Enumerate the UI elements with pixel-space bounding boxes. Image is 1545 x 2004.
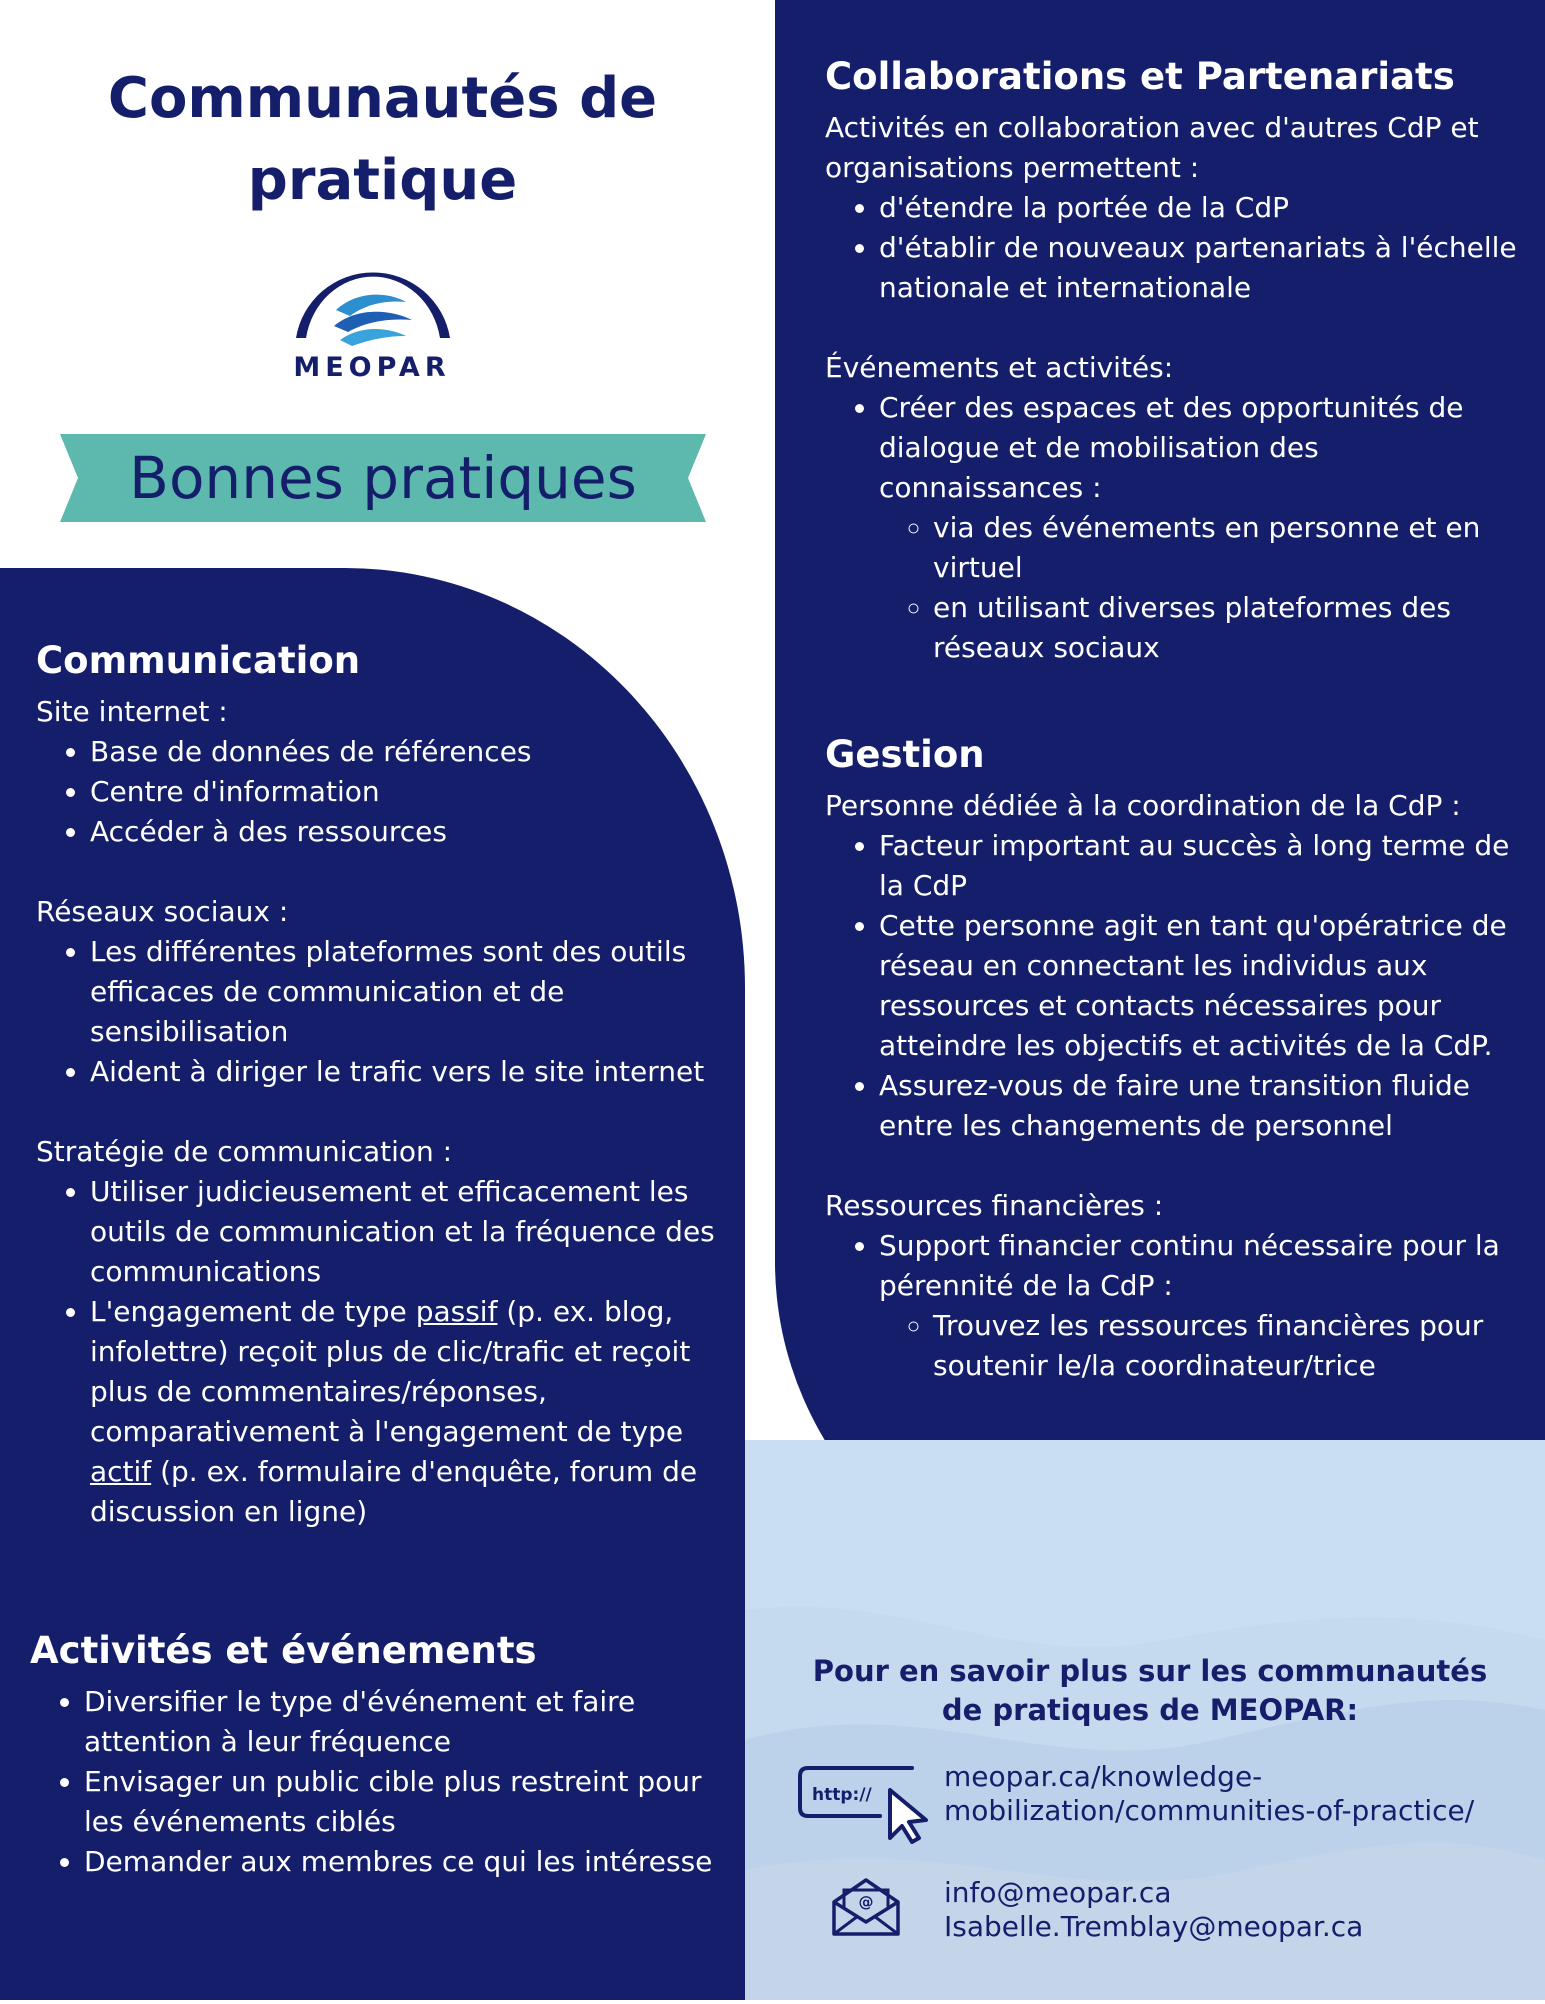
text-run: L'engagement de type bbox=[90, 1295, 416, 1328]
list-item: • Assurez-vous de faire une transition fluide entre les changements de personnel bbox=[879, 1066, 1525, 1146]
list-item bbox=[90, 1292, 736, 1532]
collaborations-list bbox=[825, 188, 1525, 308]
events-list bbox=[825, 388, 1525, 668]
banner-title: Bonnes pratiques bbox=[129, 444, 637, 512]
communication-heading: Communication bbox=[36, 639, 361, 682]
list-item bbox=[879, 388, 1525, 668]
activities-heading: Activités et événements bbox=[30, 1629, 537, 1672]
site-label: Site internet : bbox=[36, 695, 228, 728]
text-run: (p. ex. blog, infolettre) reçoit plus de clic/trafic et reçoit plus de commentaires/réponses, comparativement à l'engagement de type bbox=[90, 1295, 691, 1448]
list-item: ◦ Trouvez les ressources financières pour soutenir le/la coordinateur/trice bbox=[933, 1306, 1525, 1386]
email-link-info[interactable]: info@meopar.ca bbox=[944, 1876, 1172, 1909]
list-item: ◦ en utilisant diverses plateformes des réseaux sociaux bbox=[933, 588, 1525, 668]
strategy-label: Stratégie de communication : bbox=[36, 1135, 453, 1168]
http-label: http:// bbox=[812, 1785, 872, 1805]
gestion-heading: Gestion bbox=[825, 733, 985, 776]
at-symbol: @ bbox=[858, 1893, 874, 1911]
list-item: • Diversifier le type d'événement et faire attention à leur fréquence bbox=[84, 1682, 730, 1762]
actif-term: actif bbox=[90, 1455, 152, 1488]
fin-sublist bbox=[879, 1306, 1525, 1386]
list-item: • Cette personne agit en tant qu'opératrice de réseau en connectant les individus aux ressources et contacts nécessaires pour atteindre les objectifs et activités de la CdP. bbox=[879, 906, 1525, 1066]
passif-term: passif bbox=[415, 1295, 498, 1328]
fin-item-text: Support financier continu nécessaire pour la pérennité de la CdP : bbox=[879, 1229, 1500, 1302]
list-item: • Les différentes plateformes sont des outils efficaces de communication et de sensibilisation bbox=[90, 932, 736, 1052]
social-list bbox=[36, 932, 736, 1092]
collaborations-heading: Collaborations et Partenariats bbox=[825, 55, 1455, 98]
list-item: • Accéder à des ressources bbox=[90, 812, 736, 852]
list-item: • Facteur important au succès à long terme de la CdP bbox=[879, 826, 1525, 906]
coord-list bbox=[825, 826, 1525, 1146]
title-line-2: pratique bbox=[247, 148, 518, 213]
logo-wordmark: MEOPAR bbox=[293, 352, 451, 383]
list-item: • d'établir de nouveaux partenariats à l'échelle nationale et internationale bbox=[879, 228, 1525, 308]
email-contacts bbox=[944, 1876, 1524, 1944]
list-item: • Envisager un public cible plus restreint pour les événements ciblés bbox=[84, 1762, 730, 1842]
fin-list bbox=[825, 1226, 1525, 1386]
site-list bbox=[36, 732, 736, 852]
footer-title: Pour en savoir plus sur les communautés de pratiques de MEOPAR: bbox=[812, 1654, 1488, 1727]
activities-list bbox=[30, 1682, 730, 1882]
events-sublist bbox=[879, 508, 1525, 668]
envelope-icon bbox=[830, 1876, 902, 1938]
page-title bbox=[60, 58, 705, 222]
events-item-text: Créer des espaces et des opportunités de dialogue et de mobilisation des connaissances : bbox=[879, 391, 1464, 504]
list-item: • Aident à diriger le trafic vers le site internet bbox=[90, 1052, 736, 1092]
gestion-section bbox=[825, 730, 1525, 1386]
url-line-2: mobilization/communities-of-practice/ bbox=[944, 1794, 1475, 1827]
strategy-list bbox=[36, 1172, 736, 1532]
activities-section bbox=[30, 1626, 730, 1882]
url-line-1: meopar.ca/knowledge- bbox=[944, 1760, 1263, 1793]
email-link-isabelle[interactable]: Isabelle.Tremblay@meopar.ca bbox=[944, 1910, 1364, 1943]
web-link-icon bbox=[796, 1758, 934, 1844]
coord-label: Personne dédiée à la coordination de la CdP : bbox=[825, 789, 1461, 822]
list-item: • Utiliser judicieusement et efficacement les outils de communication et la fréquence des communications bbox=[90, 1172, 736, 1292]
list-item: • Centre d'information bbox=[90, 772, 736, 812]
text-run: (p. ex. formulaire d'enquête, forum de discussion en ligne) bbox=[90, 1455, 698, 1528]
cursor-arrow-icon bbox=[890, 1790, 926, 1842]
title-line-1: Communautés de bbox=[107, 66, 658, 131]
events-label: Événements et activités: bbox=[825, 351, 1174, 384]
list-item: • d'étendre la portée de la CdP bbox=[879, 188, 1525, 228]
social-label: Réseaux sociaux : bbox=[36, 895, 289, 928]
collaborations-intro: Activités en collaboration avec d'autres CdP et organisations permettent : bbox=[825, 111, 1479, 184]
list-item: • Demander aux membres ce qui les intéresse bbox=[84, 1842, 730, 1882]
list-item: ◦ via des événements en personne et en virtuel bbox=[933, 508, 1525, 588]
communication-section bbox=[36, 636, 736, 1532]
list-item bbox=[879, 1226, 1525, 1386]
list-item: • Base de données de références bbox=[90, 732, 736, 772]
website-link[interactable] bbox=[944, 1760, 1524, 1828]
collaborations-section bbox=[825, 52, 1525, 668]
fin-label: Ressources financières : bbox=[825, 1189, 1164, 1222]
